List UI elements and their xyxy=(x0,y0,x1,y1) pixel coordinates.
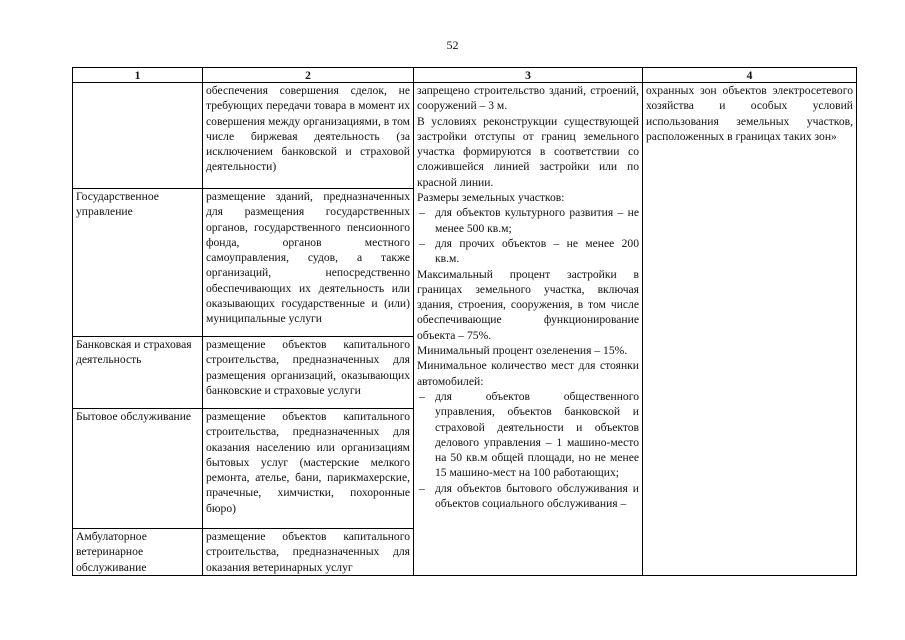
use-type-cell: Банковская и страховая деятельность xyxy=(73,337,203,409)
use-description-cell: размещение объектов капитального строительства, предназначенных для размещения организаций, оказывающих банковские и страховые услуги xyxy=(203,337,414,409)
setback-paragraph: запрещено строительство зданий, строений, сооружений – 3 м. xyxy=(417,84,639,113)
parameters-cell xyxy=(414,83,643,576)
parking-heading: Минимальное количество мест для стоянки автомобилей: xyxy=(417,359,639,388)
table-row xyxy=(73,83,857,189)
use-description-cell: обеспечения совершения сделок, не требующих передачи товара в момент их совершения между организациями, в том числе биржевая деятельность (за исключением банковской и страховой деятельности) xyxy=(203,83,414,189)
reconstruction-paragraph: В условиях реконструкции существующей застройки отступы от границ земельного участка формируются в соответствии со сложившейся линией застройки или по красной линии. xyxy=(417,114,639,189)
use-description-cell: размещение объектов капитального строительства, предназначенных для оказания ветеринарных услуг xyxy=(203,529,414,576)
header-col-2: 2 xyxy=(203,68,414,83)
min-greenery-paragraph: Минимальный процент озеленения – 15%. xyxy=(417,344,628,358)
plot-size-list xyxy=(417,205,639,266)
header-col-1: 1 xyxy=(73,68,203,83)
table-header-row xyxy=(73,68,857,83)
max-coverage-paragraph: Максимальный процент застройки в границах земельного участка, включая здания, строения, сооружения, в том числе обеспечивающие функционирование объекта – 75%. xyxy=(417,267,639,342)
page-number: 52 xyxy=(446,38,459,52)
use-type-cell xyxy=(73,83,203,189)
plot-size-heading: Размеры земельных участков: xyxy=(417,191,565,205)
list-item: – для объектов общественного управления, объектов банковской и страховой деятельности и объектов делового управления – 1 машино-место на 50 кв.м общей площади, но не менее 15 машино-мест на 100 работающих; xyxy=(417,389,639,481)
list-item: – для объектов бытового обслуживания и объектов социального обслуживания – xyxy=(417,481,639,512)
use-description-cell: размещение зданий, предназначенных для размещения государственных органов, государственного пенсионного фонда, органов местного самоуправления, судов, а также организаций, непосредственно обеспечивающих их деятельность или оказывающих государственные и (или) муниципальные услуги xyxy=(203,189,414,337)
header-col-3: 3 xyxy=(414,68,643,83)
header-col-4: 4 xyxy=(643,68,857,83)
use-type-cell: Бытовое обслуживание xyxy=(73,409,203,529)
zoning-table xyxy=(72,67,857,576)
list-item: – для объектов культурного развития – не менее 500 кв.м; xyxy=(417,205,639,236)
use-type-cell: Амбулаторное ветеринарное обслуживание xyxy=(73,529,203,576)
restrictions-cell: охранных зон объектов электросетевого хозяйства и особых условий использования земельных участков, расположенных в границах таких зон» xyxy=(643,83,857,576)
parking-list xyxy=(417,389,639,511)
list-item: – для прочих объектов – не менее 200 кв.м. xyxy=(417,236,639,267)
use-type-cell: Государственное управление xyxy=(73,189,203,337)
use-description-cell: размещение объектов капитального строительства, предназначенных для оказания населению или организациям бытовых услуг (мастерские мелкого ремонта, ателье, бани, парикмахерские, прачечные, химчистки, похоронные бюро) xyxy=(203,409,414,529)
